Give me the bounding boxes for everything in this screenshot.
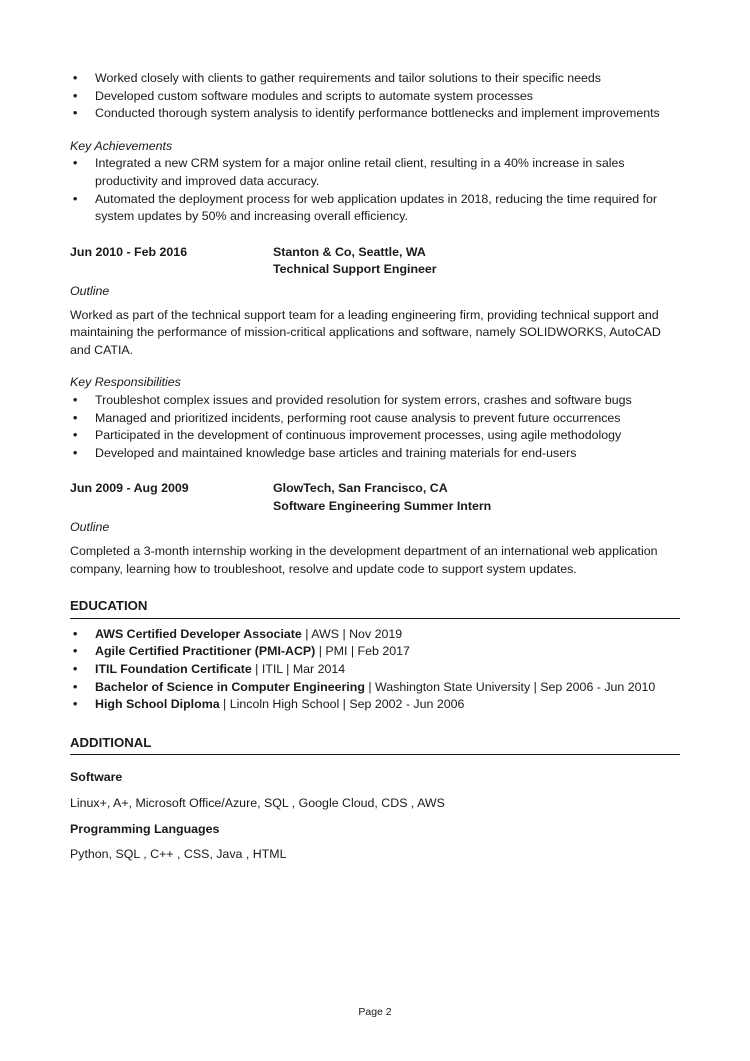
list-item: • Conducted thorough system analysis to identify performance bottlenecks and implement improvements	[70, 105, 680, 123]
list-item: • Automated the deployment process for web application updates in 2018, reducing the time required for system updates by 50% and increasing overall efficiency.	[70, 191, 680, 226]
education-name: High School Diploma	[95, 697, 220, 712]
stanton-responsibilities	[70, 392, 680, 462]
job-title: Technical Support Engineer	[273, 262, 437, 277]
list-item	[70, 661, 680, 679]
job-outline: Worked as part of the technical support team for a leading engineering firm, providing technical support and maintaining the performance of mission-critical applications and software, namely SOLIDWORKS, AutoCAD and CATIA.	[70, 307, 661, 357]
education-name: AWS Certified Developer Associate	[95, 626, 302, 641]
list-item	[70, 643, 680, 661]
list-item: • Worked closely with clients to gather requirements and tailor solutions to their specific needs	[70, 70, 680, 88]
education-detail: | ITIL | Mar 2014	[251, 662, 346, 677]
job-company: GlowTech, San Francisco, CA	[273, 481, 448, 496]
education-name: Agile Certified Practitioner (PMI-ACP)	[95, 644, 316, 659]
list-item: • Integrated a new CRM system for a major online retail client, resulting in a 40% increase in sales productivity and improved data accuracy.	[70, 155, 680, 190]
list-item	[70, 626, 680, 644]
education-detail: | Washington State University | Sep 2006 - Jun 2010	[364, 679, 656, 694]
list-item: • Troubleshot complex issues and provided resolution for system errors, crashes and software bugs	[70, 392, 680, 410]
job-header-stanton	[70, 244, 680, 279]
education-detail: | PMI | Feb 2017	[315, 644, 410, 659]
list-item: • Developed custom software modules and scripts to automate system processes	[70, 88, 680, 106]
education-detail: | AWS | Nov 2019	[301, 626, 403, 641]
list-item	[70, 696, 680, 714]
job-outline: Completed a 3-month internship working in the development department of an international web application company, learning how to troubleshoot, resolve and update code to support system updates.	[70, 544, 658, 576]
education-detail: | Lincoln High School | Sep 2002 - Jun 2006	[219, 697, 465, 712]
list-item	[70, 679, 680, 697]
job-dates: Jun 2010 - Feb 2016	[70, 244, 188, 259]
section-title-additional: ADDITIONAL	[70, 734, 680, 756]
languages-list: Python, SQL , C++ , CSS, Java , HTML	[70, 847, 287, 862]
job-title: Software Engineering Summer Intern	[273, 498, 492, 513]
education-name: Bachelor of Science in Computer Engineering	[95, 679, 365, 694]
list-item: • Developed and maintained knowledge base articles and training materials for end-users	[70, 445, 680, 463]
list-item: • Participated in the development of continuous improvement processes, using agile methodology	[70, 427, 680, 445]
job-header-glowtech	[70, 480, 680, 515]
achievements-label: Key Achievements	[70, 138, 173, 153]
education-name: ITIL Foundation Certificate	[95, 662, 252, 677]
outline-label: Outline	[70, 283, 110, 298]
software-label: Software	[70, 770, 123, 785]
education-list	[70, 626, 680, 714]
page-number: Page 2	[358, 1006, 392, 1018]
job-dates: Jun 2009 - Aug 2009	[70, 481, 189, 496]
responsibilities-label: Key Responsibilities	[70, 375, 181, 390]
prev-job-achievements	[70, 155, 680, 225]
languages-label: Programming Languages	[70, 821, 220, 836]
job-company: Stanton & Co, Seattle, WA	[273, 244, 426, 259]
list-item: • Managed and prioritized incidents, performing root cause analysis to prevent future occurrences	[70, 410, 680, 428]
outline-label: Outline	[70, 520, 110, 535]
software-list: Linux+, A+, Microsoft Office/Azure, SQL , Google Cloud, CDS , AWS	[70, 796, 445, 810]
page-content	[70, 70, 680, 864]
prev-job-responsibilities	[70, 70, 680, 123]
section-title-education: EDUCATION	[70, 597, 680, 619]
